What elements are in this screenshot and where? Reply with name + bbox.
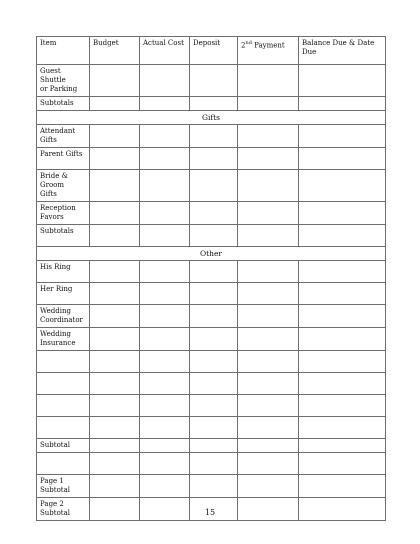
table-cell xyxy=(140,261,190,283)
table-cell xyxy=(190,305,238,328)
table-cell xyxy=(190,283,238,305)
table-cell xyxy=(190,97,238,111)
table-cell xyxy=(140,453,190,475)
section-row xyxy=(37,247,386,261)
table-cell xyxy=(90,125,140,148)
table-cell xyxy=(140,125,190,148)
table-cell xyxy=(140,148,190,170)
table-row xyxy=(37,65,386,97)
table-cell xyxy=(190,453,238,475)
table-cell xyxy=(140,65,190,97)
table-cell xyxy=(238,351,299,373)
table-cell xyxy=(238,305,299,328)
row-label: Subtotals xyxy=(37,97,90,111)
table-cell xyxy=(90,373,140,395)
table-cell xyxy=(238,97,299,111)
table-cell xyxy=(140,202,190,225)
table-cell xyxy=(238,125,299,148)
table-cell xyxy=(299,261,386,283)
table-cell xyxy=(299,125,386,148)
table-row xyxy=(37,305,386,328)
table-row xyxy=(37,328,386,351)
table-cell xyxy=(90,417,140,439)
table-row xyxy=(37,439,386,453)
header-item: Item xyxy=(37,37,90,65)
table-cell xyxy=(190,65,238,97)
table-cell xyxy=(190,148,238,170)
row-label xyxy=(37,373,90,395)
table-cell xyxy=(238,170,299,202)
header-balance-due: Balance Due & Date Due xyxy=(299,37,386,65)
row-label xyxy=(37,395,90,417)
table-cell xyxy=(90,283,140,305)
table-cell xyxy=(238,439,299,453)
table-cell xyxy=(90,439,140,453)
table-row xyxy=(37,261,386,283)
table-cell xyxy=(190,417,238,439)
row-label xyxy=(37,417,90,439)
row-label: Parent Gifts xyxy=(37,148,90,170)
table-row xyxy=(37,225,386,247)
table-cell xyxy=(299,328,386,351)
table-cell xyxy=(238,417,299,439)
table-cell xyxy=(190,125,238,148)
header-deposit: Deposit xyxy=(190,37,238,65)
row-label: Reception Favors xyxy=(37,202,90,225)
header-budget: Budget xyxy=(90,37,140,65)
table-cell xyxy=(140,439,190,453)
table-cell xyxy=(140,351,190,373)
table-row xyxy=(37,453,386,475)
row-label: Wedding Coordinator xyxy=(37,305,90,328)
row-label: Page 1 Subtotal xyxy=(37,475,90,498)
row-label: Wedding Insurance xyxy=(37,328,90,351)
table-cell xyxy=(140,417,190,439)
table-cell xyxy=(90,351,140,373)
table-cell xyxy=(190,395,238,417)
table-cell xyxy=(140,305,190,328)
budget-table xyxy=(36,36,386,521)
section-title: Gifts xyxy=(37,111,386,125)
table-cell xyxy=(90,65,140,97)
table-cell xyxy=(90,453,140,475)
table-cell xyxy=(190,475,238,498)
table-row xyxy=(37,202,386,225)
table-row xyxy=(37,125,386,148)
table-cell xyxy=(140,170,190,202)
page-number: 15 xyxy=(204,508,216,517)
table-cell xyxy=(238,395,299,417)
table-cell xyxy=(299,417,386,439)
table-cell xyxy=(90,202,140,225)
table-cell xyxy=(299,170,386,202)
row-label: Subtotal xyxy=(37,439,90,453)
row-label: Guest Shuttle or Parking xyxy=(37,65,90,97)
table-cell xyxy=(299,97,386,111)
row-label: Attendant Gifts xyxy=(37,125,90,148)
table-cell xyxy=(90,170,140,202)
table-cell xyxy=(238,225,299,247)
table-cell xyxy=(238,453,299,475)
table-cell xyxy=(90,225,140,247)
table-cell xyxy=(140,97,190,111)
table-cell xyxy=(190,202,238,225)
table-cell xyxy=(90,395,140,417)
table-cell xyxy=(90,148,140,170)
table-cell xyxy=(299,439,386,453)
table-row xyxy=(37,170,386,202)
table-cell xyxy=(140,373,190,395)
table-cell xyxy=(238,283,299,305)
table-cell xyxy=(238,202,299,225)
table-cell xyxy=(90,305,140,328)
table-cell xyxy=(299,475,386,498)
table-cell xyxy=(238,148,299,170)
row-label: His Ring xyxy=(37,261,90,283)
table-cell xyxy=(140,475,190,498)
table-row xyxy=(37,351,386,373)
row-label xyxy=(37,453,90,475)
table-cell xyxy=(299,202,386,225)
row-label: Bride & Groom Gifts xyxy=(37,170,90,202)
table-cell xyxy=(299,453,386,475)
table-cell xyxy=(90,328,140,351)
table-cell xyxy=(90,475,140,498)
table-cell xyxy=(299,305,386,328)
table-row xyxy=(37,373,386,395)
table-cell xyxy=(140,283,190,305)
table-cell xyxy=(299,148,386,170)
table-cell xyxy=(299,283,386,305)
table-row xyxy=(37,417,386,439)
header-second-payment: 2nd Payment xyxy=(238,37,299,65)
row-label: Page 2 Subtotal xyxy=(37,498,90,521)
header-row xyxy=(37,37,386,65)
row-label: Subtotals xyxy=(37,225,90,247)
section-row xyxy=(37,111,386,125)
table-row xyxy=(37,475,386,498)
table-cell xyxy=(299,225,386,247)
table-cell xyxy=(299,351,386,373)
row-label: Her Ring xyxy=(37,283,90,305)
table-cell xyxy=(238,475,299,498)
table-row xyxy=(37,97,386,111)
table-cell xyxy=(140,225,190,247)
table-cell xyxy=(190,261,238,283)
table-cell xyxy=(140,328,190,351)
table-cell xyxy=(140,395,190,417)
table-cell xyxy=(238,65,299,97)
row-label xyxy=(37,351,90,373)
table-cell xyxy=(190,225,238,247)
table-cell xyxy=(90,97,140,111)
table-cell xyxy=(90,261,140,283)
table-cell xyxy=(299,373,386,395)
section-title: Other xyxy=(37,247,386,261)
table-cell xyxy=(190,351,238,373)
table-cell xyxy=(299,395,386,417)
table-cell xyxy=(238,328,299,351)
table-cell xyxy=(299,65,386,97)
header-actual-cost: Actual Cost xyxy=(140,37,190,65)
table-cell xyxy=(190,170,238,202)
table-cell xyxy=(190,439,238,453)
table-cell xyxy=(190,328,238,351)
table-row xyxy=(37,148,386,170)
table-row xyxy=(37,283,386,305)
table-cell xyxy=(190,373,238,395)
table-cell xyxy=(238,261,299,283)
table-cell xyxy=(238,373,299,395)
table-row xyxy=(37,395,386,417)
